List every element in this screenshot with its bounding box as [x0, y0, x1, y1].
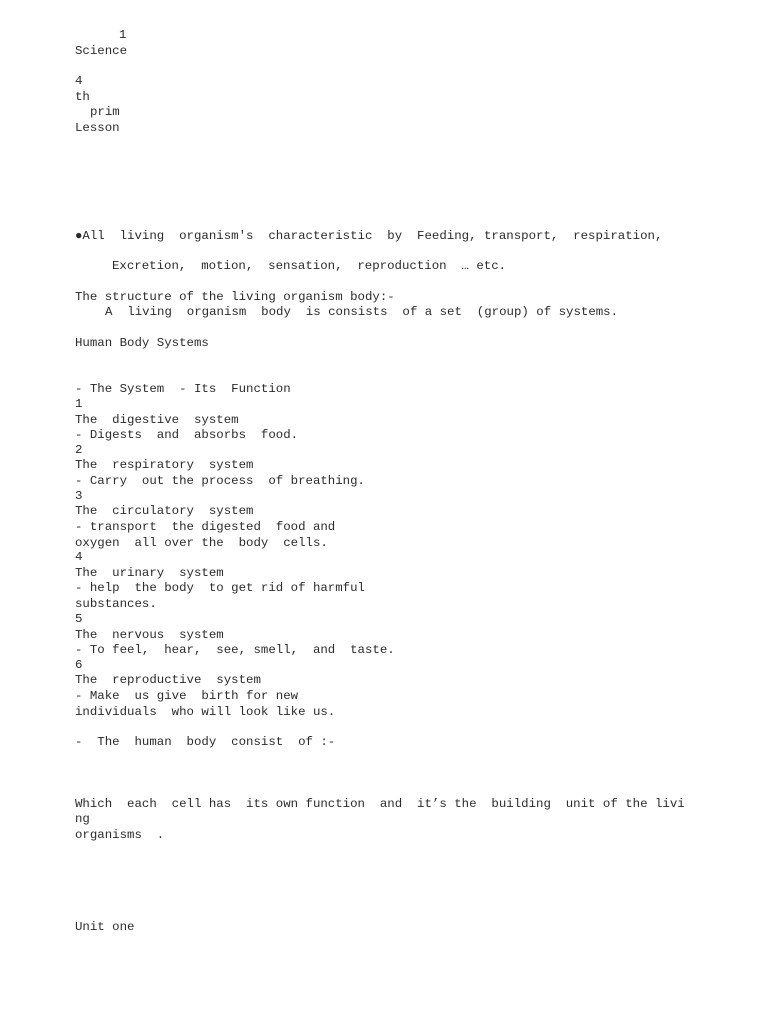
system-name: The urinary system — [75, 566, 224, 580]
grade-suffix: th — [75, 90, 90, 104]
system-function: - transport the digested food and — [75, 520, 336, 534]
system-function: - Digests and absorbs food. — [75, 428, 299, 442]
system-name: The digestive system — [75, 413, 239, 427]
cell-text-line-2: ng — [75, 812, 90, 826]
system-number: 4 — [75, 550, 83, 564]
system-name: The nervous system — [75, 628, 224, 642]
cell-text-line-3: organisms . — [75, 828, 165, 842]
system-function: - help the body to get rid of harmful — [75, 581, 365, 595]
system-name: The respiratory system — [75, 458, 254, 472]
system-function-cont: oxygen all over the body cells. — [75, 536, 328, 550]
subject-title: Science — [75, 44, 128, 58]
systems-title: Human Body Systems — [75, 336, 209, 350]
grade-number: 4 — [75, 74, 83, 88]
system-number: 6 — [75, 658, 83, 672]
system-number: 1 — [75, 397, 83, 411]
structure-heading: The structure of the living organism body:- — [75, 290, 395, 304]
grade-level: prim — [90, 105, 120, 119]
cell-text-line-1: Which each cell has its own function and it’s the building unit of the livi — [75, 797, 685, 811]
system-number: 5 — [75, 612, 83, 626]
system-number: 3 — [75, 489, 83, 503]
system-function: - Carry out the process of breathing. — [75, 474, 365, 488]
body-consists-line: - The human body consist of :- — [75, 735, 336, 749]
characteristics-line-2: Excretion, motion, sensation, reproduction … etc. — [112, 259, 507, 273]
page-number: 1 — [119, 28, 127, 42]
system-name: The reproductive system — [75, 673, 261, 687]
system-name: The circulatory system — [75, 504, 254, 518]
system-function-cont: individuals who will look like us. — [75, 705, 336, 719]
table-header: - The System - Its Function — [75, 382, 291, 396]
characteristics-line-1: ●All living organism's characteristic by Feeding, transport, respiration, — [75, 229, 663, 243]
structure-text: A living organism body is consists of a set (group) of systems. — [105, 305, 619, 319]
lesson-label: Lesson — [75, 121, 120, 135]
system-function-cont: substances. — [75, 597, 157, 611]
system-function: - Make us give birth for new — [75, 689, 299, 703]
unit-label: Unit one — [75, 920, 135, 934]
system-function: - To feel, hear, see, smell, and taste. — [75, 643, 395, 657]
system-number: 2 — [75, 443, 83, 457]
